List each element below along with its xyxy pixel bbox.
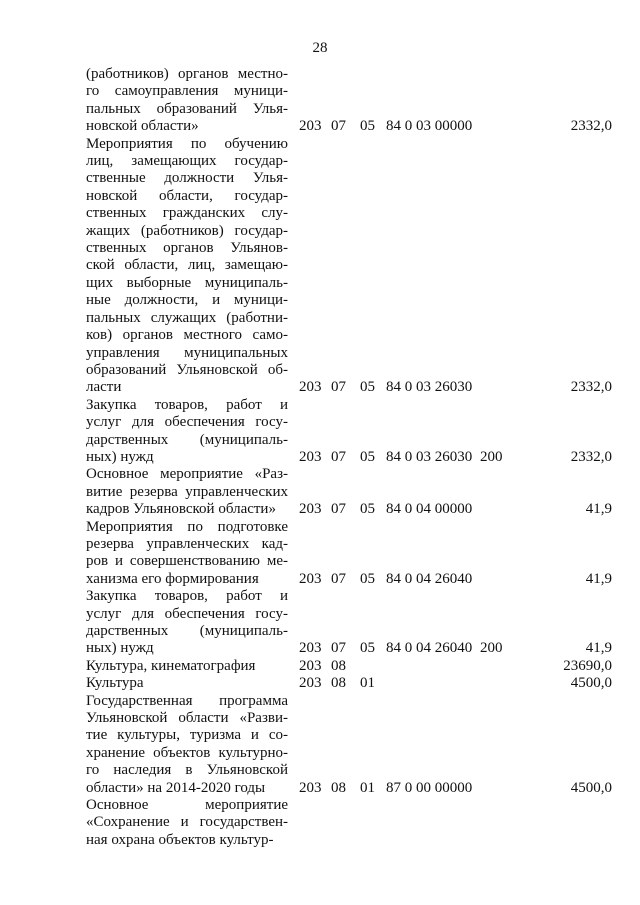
description-line: услуг для обеспечения госу- [86, 414, 288, 431]
table-row [0, 397, 640, 467]
section-code: 08 [331, 779, 346, 796]
description-line: Закупка товаров, работ и [86, 396, 288, 413]
description-line: Закупка товаров, работ и [86, 588, 288, 605]
description-line: хранение объектов культурно- [86, 744, 288, 761]
amount-value: 2332,0 [570, 118, 612, 135]
subsection-code: 05 [360, 118, 375, 135]
table-row [0, 136, 640, 397]
description-line: щих выборные муниципаль- [86, 274, 288, 291]
description-line: образований Ульяновской об- [86, 361, 288, 378]
expense-type-code: 200 [480, 448, 503, 465]
ministry-code: 203 [299, 657, 322, 674]
ministry-code: 203 [299, 118, 322, 135]
description-line: ханизма его формирования [86, 570, 259, 587]
target-article-code: 84 0 03 00000 [386, 118, 473, 135]
subsection-code: 05 [360, 448, 375, 465]
ministry-code: 203 [299, 779, 322, 796]
row-description [86, 588, 288, 658]
description-line: Культура [86, 675, 144, 692]
description-line: витие резерва управленческих [86, 483, 288, 500]
expense-type-code: 200 [480, 640, 503, 657]
description-line: ная охрана объектов культур- [86, 831, 274, 848]
amount-value: 23690,0 [563, 657, 612, 674]
description-line: Культура, кинематография [86, 657, 256, 674]
row-description [86, 66, 288, 136]
target-article-code: 84 0 04 26040 [386, 640, 473, 657]
description-line: ных) нужд [86, 640, 154, 657]
ministry-code: 203 [299, 570, 322, 587]
section-code: 07 [331, 448, 346, 465]
amount-value: 41,9 [585, 570, 612, 587]
row-description [86, 797, 288, 849]
target-article-code: 84 0 03 26030 [386, 379, 473, 396]
description-line: лиц, замещающих государ- [86, 153, 288, 170]
subsection-code: 01 [360, 675, 375, 692]
budget-table [0, 66, 640, 849]
description-line: ков) органов местного само- [86, 327, 288, 344]
ministry-code: 203 [299, 675, 322, 692]
ministry-code: 203 [299, 501, 322, 518]
description-line: Ульяновской области «Разви- [86, 710, 288, 727]
table-row [0, 588, 640, 658]
description-line: «Сохранение и государствен- [86, 814, 288, 831]
description-line: области» на 2014-2020 годы [86, 779, 266, 796]
description-line: го самоуправления муници- [86, 83, 288, 100]
table-row [0, 466, 640, 518]
row-description [86, 519, 288, 589]
table-row [0, 693, 640, 797]
ministry-code: 203 [299, 640, 322, 657]
description-line: новской области, государ- [86, 187, 288, 204]
row-description [86, 675, 288, 692]
target-article-code: 87 0 00 00000 [386, 779, 473, 796]
description-line: пальных образований Улья- [86, 100, 288, 117]
description-line: Мероприятия по подготовке [86, 518, 288, 535]
description-line: дарственных (муниципаль- [86, 623, 288, 639]
description-line: ственные должности Улья- [86, 170, 288, 187]
description-line: ных) нужд [86, 448, 154, 465]
description-line: услуг для обеспечения госу- [86, 605, 288, 622]
section-code: 08 [331, 675, 346, 692]
subsection-code: 05 [360, 501, 375, 518]
section-code: 08 [331, 657, 346, 674]
description-line: (работников) органов местно- [86, 66, 288, 82]
description-line: ской области, лиц, замещаю- [86, 257, 288, 274]
description-line: новской области» [86, 118, 199, 135]
description-line: ственных органов Ульянов- [86, 240, 288, 257]
ministry-code: 203 [299, 448, 322, 465]
description-line: управления муниципальных [86, 344, 288, 361]
row-description [86, 136, 288, 397]
amount-value: 2332,0 [570, 448, 612, 465]
table-row [0, 66, 640, 136]
target-article-code: 84 0 04 26040 [386, 570, 473, 587]
description-line: Государственная программа [86, 692, 288, 709]
section-code: 07 [331, 640, 346, 657]
row-description [86, 693, 288, 797]
amount-value: 41,9 [585, 501, 612, 518]
subsection-code: 05 [360, 570, 375, 587]
page-number: 28 [312, 40, 328, 56]
description-line: тие культуры, туризма и со- [86, 727, 288, 744]
subsection-code: 05 [360, 379, 375, 396]
description-line: ласти [86, 379, 122, 396]
description-line: Основное мероприятие «Раз- [86, 466, 288, 483]
amount-value: 41,9 [585, 640, 612, 657]
target-article-code: 84 0 04 00000 [386, 501, 473, 518]
amount-value: 4500,0 [570, 779, 612, 796]
description-line: ственных гражданских слу- [86, 205, 288, 222]
description-line: ные должности, и муници- [86, 292, 288, 309]
description-line: ров и совершенствованию ме- [86, 553, 288, 570]
target-article-code: 84 0 03 26030 [386, 448, 473, 465]
table-row [0, 658, 640, 675]
description-line: кадров Ульяновской области» [86, 501, 276, 518]
section-code: 07 [331, 379, 346, 396]
description-line: го наследия в Ульяновской [86, 762, 288, 779]
section-code: 07 [331, 501, 346, 518]
table-row [0, 797, 640, 849]
section-code: 07 [331, 570, 346, 587]
ministry-code: 203 [299, 379, 322, 396]
row-description [86, 397, 288, 467]
description-line: резерва управленческих кад- [86, 535, 288, 552]
row-description [86, 466, 288, 518]
table-row [0, 519, 640, 589]
section-code: 07 [331, 118, 346, 135]
description-line: Мероприятия по обучению [86, 135, 288, 152]
table-row [0, 675, 640, 692]
description-line: Основное мероприятие [86, 797, 288, 814]
row-description [86, 658, 288, 675]
subsection-code: 05 [360, 640, 375, 657]
subsection-code: 01 [360, 779, 375, 796]
description-line: дарственных (муниципаль- [86, 431, 288, 448]
description-line: пальных служащих (работни- [86, 309, 288, 326]
amount-value: 4500,0 [570, 675, 612, 692]
amount-value: 2332,0 [570, 379, 612, 396]
description-line: жащих (работников) государ- [86, 222, 288, 239]
